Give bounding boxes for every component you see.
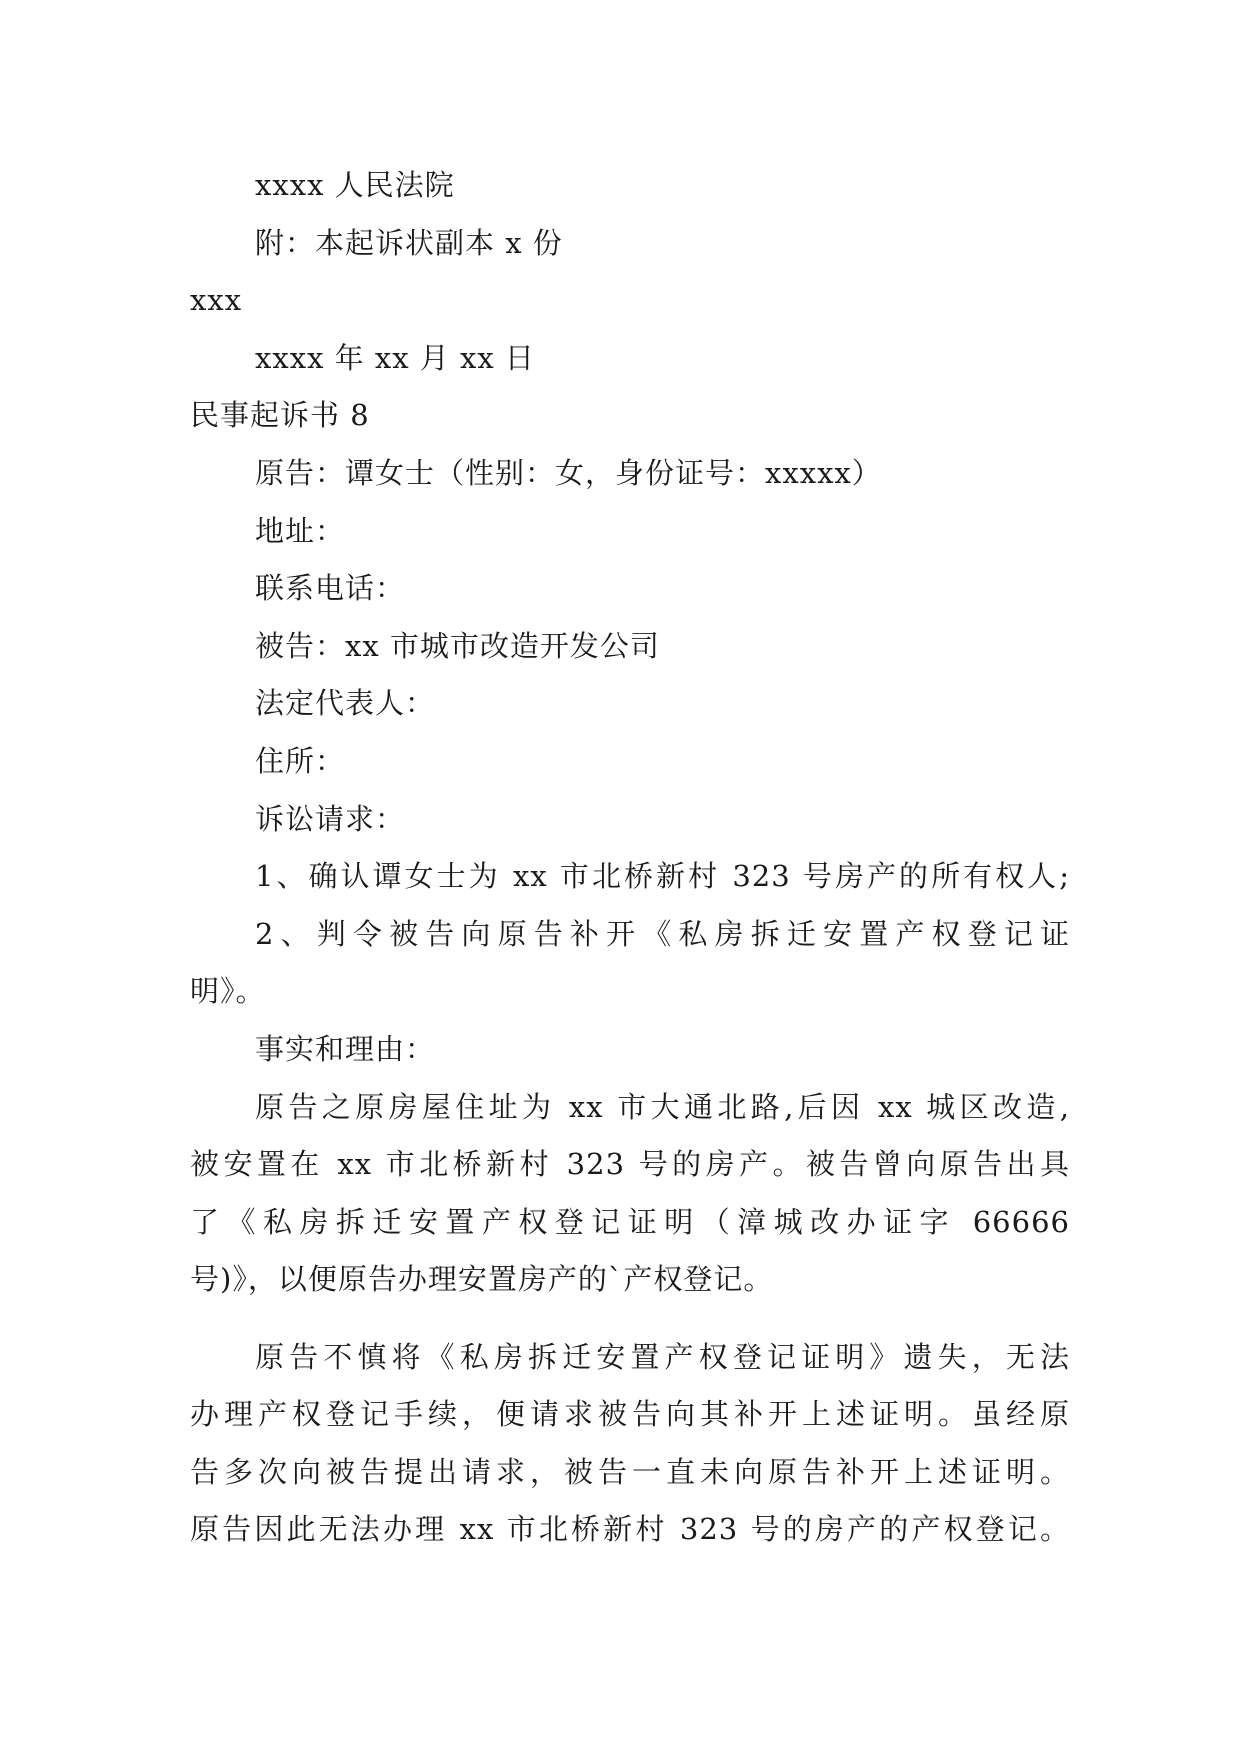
claim-2: 2、判令被告向原告补开《私房拆迁安置产权登记证 <box>255 917 1070 951</box>
claims-heading: 诉讼请求： <box>255 802 406 836</box>
facts-paragraph-2-line-1: 原告不慎将《私房拆迁安置产权登记证明》遗失，无法 <box>255 1340 1070 1374</box>
facts-paragraph-1-line-3: 了《私房拆迁安置产权登记证明（漳城改办证字 66666 <box>190 1205 1070 1239</box>
residence-line: 住所： <box>255 744 346 778</box>
court-name: xxxx 人民法院 <box>255 168 455 202</box>
address-line: 地址： <box>255 514 346 548</box>
claim-2-continued: 明》。 <box>190 974 266 1008</box>
document-title: 民事起诉书 8 <box>190 398 370 432</box>
defendant-line: 被告：xx 市城市改造开发公司 <box>255 629 660 663</box>
facts-paragraph-1-line-1: 原告之原房屋住址为 xx 市大通北路,后因 xx 城区改造, <box>255 1090 1070 1124</box>
claim-1: 1、确认谭女士为 xx 市北桥新村 323 号房产的所有权人; <box>255 859 1070 893</box>
attachment-note: 附：本起诉状副本 x 份 <box>255 226 563 260</box>
facts-paragraph-1-line-2: 被安置在 xx 市北桥新村 323 号的房产。被告曾向原告出具 <box>190 1147 1070 1181</box>
legal-representative-line: 法定代表人： <box>255 686 436 720</box>
phone-line: 联系电话： <box>255 571 406 605</box>
date-line: xxxx 年 xx 月 xx 日 <box>255 341 535 375</box>
facts-heading: 事实和理由： <box>255 1032 436 1066</box>
facts-paragraph-2-line-4: 原告因此无法办理 xx 市北桥新村 323 号的房产的产权登记。 <box>190 1512 1070 1546</box>
facts-paragraph-2-line-2: 办理产权登记手续，便请求被告向其补开上述证明。虽经原 <box>190 1397 1070 1431</box>
facts-paragraph-2-line-3: 告多次向被告提出请求，被告一直未向原告补开上述证明。 <box>190 1455 1070 1489</box>
signature-name: xxx <box>190 283 243 317</box>
plaintiff-line: 原告：谭女士（性别：女，身份证号：xxxxx） <box>255 456 882 490</box>
facts-paragraph-1-line-4: 号)》，以便原告办理安置房产的`产权登记。 <box>190 1262 774 1296</box>
